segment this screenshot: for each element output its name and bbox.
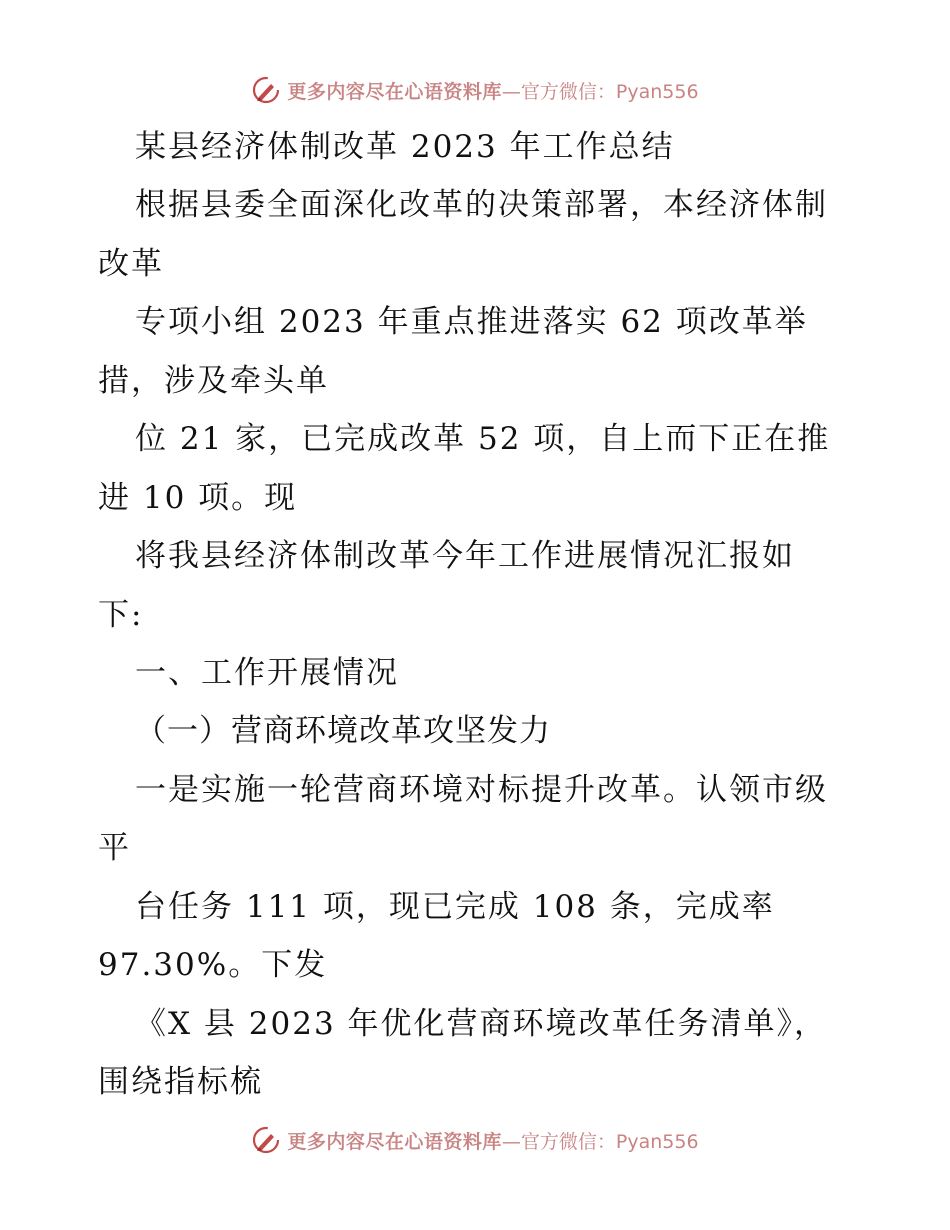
section-heading: 一、工作开展情况 bbox=[135, 655, 399, 691]
watermark-title: 更多内容尽在心语资料库 bbox=[287, 1130, 502, 1153]
paragraph-line: 一是实施一轮营商环境对标提升改革。认领市级 bbox=[135, 772, 828, 808]
paragraph-line: 位 21 家，已完成改革 52 项，自上而下正在推 bbox=[135, 421, 831, 457]
watermark-title: 更多内容尽在心语资料库 bbox=[287, 80, 502, 103]
subsection-heading: （一）营商环境改革攻坚发力 bbox=[135, 713, 551, 749]
watermark-banner-bottom bbox=[0, 1122, 950, 1158]
paragraph-line: 改革 bbox=[98, 246, 164, 282]
paragraph-line: 根据县委全面深化改革的决策部署，本经济体制 bbox=[135, 187, 828, 223]
document-title: 某县经济体制改革 2023 年工作总结 bbox=[135, 129, 675, 165]
watermark-wechat: —官方微信：Pyan556 bbox=[501, 1130, 699, 1153]
quill-pen-logo-icon bbox=[251, 75, 281, 105]
paragraph-line: 97.30%。下发 bbox=[98, 947, 328, 983]
paragraph-line: 围绕指标梳 bbox=[98, 1064, 263, 1100]
watermark-wechat: —官方微信：Pyan556 bbox=[501, 80, 699, 103]
paragraph-line: 专项小组 2023 年重点推进落实 62 项改革举 bbox=[135, 304, 808, 340]
paragraph-line: 《X 县 2023 年优化营商环境改革任务清单》， bbox=[135, 1006, 828, 1042]
quill-pen-logo-icon bbox=[251, 1125, 281, 1155]
paragraph-line: 台任务 111 项，现已完成 108 条，完成率 bbox=[135, 889, 775, 925]
paragraph-line: 措，涉及牵头单 bbox=[98, 363, 329, 399]
paragraph-line: 将我县经济体制改革今年工作进展情况汇报如 bbox=[135, 538, 795, 574]
paragraph-line: 下: bbox=[98, 597, 144, 633]
paragraph-line: 进 10 项。现 bbox=[98, 480, 298, 516]
paragraph-line: 平 bbox=[98, 830, 131, 866]
watermark-banner-top bbox=[0, 72, 950, 108]
